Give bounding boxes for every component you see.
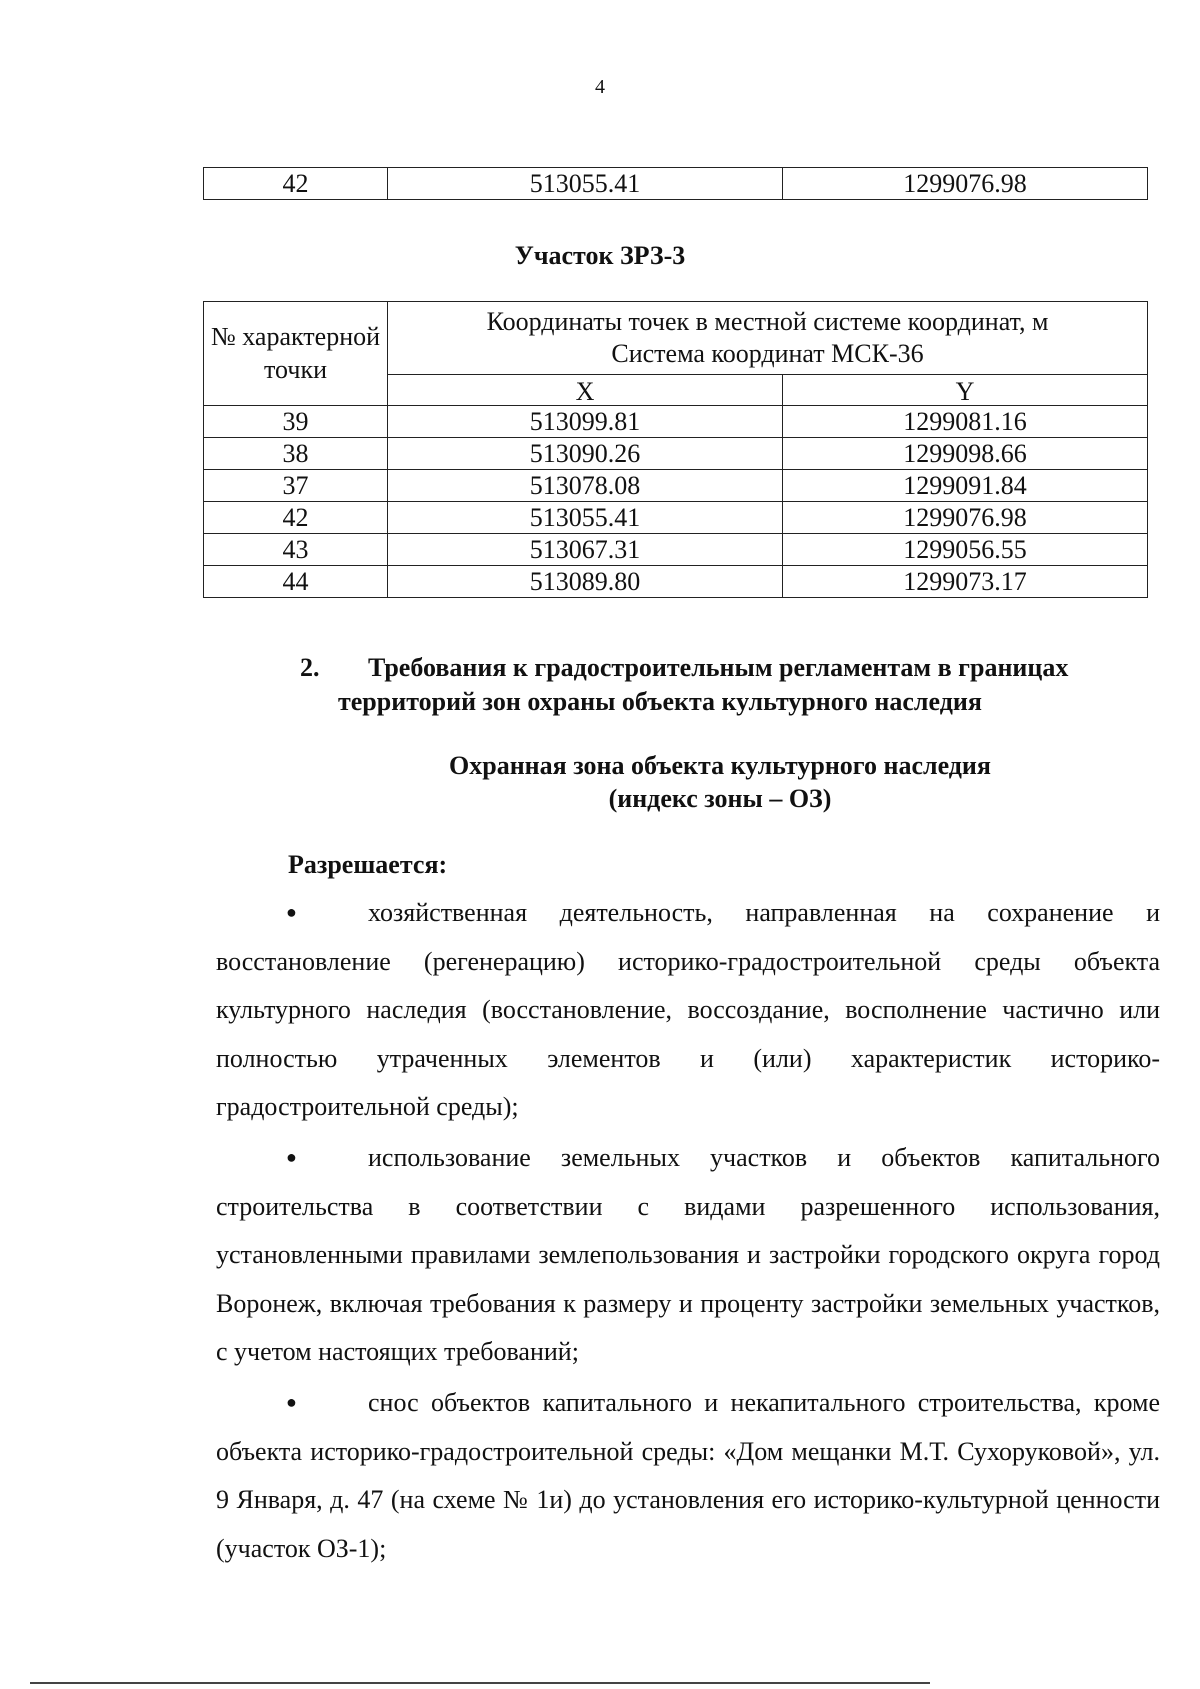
y-coordinate-cell: 1299076.98 xyxy=(783,168,1148,200)
x-coordinate-cell: 513090.26 xyxy=(388,438,783,470)
table-row xyxy=(204,438,1148,470)
x-coordinate-cell: 513055.41 xyxy=(388,502,783,534)
continued-coordinates-table xyxy=(203,167,1148,200)
coordinates-header xyxy=(388,302,1148,375)
x-coordinate-cell: 513055.41 xyxy=(388,168,783,200)
section-heading xyxy=(300,651,1160,719)
list-item-text: хозяйственная деятельность, направленная на сохранение и восстановление (регенерацию) историко-градостроительной среды объекта культурного наследия (восстановление, воссоздание, восполнение частично или полностью утраченных элементов и (или) характеристик историко-градостроительной среды); xyxy=(216,898,1160,1121)
coordinates-table xyxy=(203,301,1148,598)
table-row xyxy=(204,534,1148,566)
x-axis-header: X xyxy=(388,375,783,406)
allowed-label: Разрешается: xyxy=(288,850,448,879)
x-coordinate-cell: 513078.08 xyxy=(388,470,783,502)
y-coordinate-cell: 1299056.55 xyxy=(783,534,1148,566)
point-number-cell: 42 xyxy=(204,502,388,534)
point-number-header: № характерной точки xyxy=(204,302,388,406)
list-item xyxy=(216,1133,1160,1377)
zone-title-line1: Охранная зона объекта культурного наследия xyxy=(449,751,991,780)
coordinates-header-line2: Система координат МСК-36 xyxy=(611,338,924,368)
point-number-cell: 43 xyxy=(204,534,388,566)
point-number-cell: 38 xyxy=(204,438,388,470)
y-coordinate-cell: 1299073.17 xyxy=(783,566,1148,598)
x-coordinate-cell: 513067.31 xyxy=(388,534,783,566)
x-coordinate-cell: 513089.80 xyxy=(388,566,783,598)
y-coordinate-cell: 1299091.84 xyxy=(783,470,1148,502)
bottom-divider xyxy=(30,1682,930,1684)
section-heading-line1: 2. Требования к градостроительным регламентам в границах xyxy=(300,651,1160,685)
coordinates-header-line1: Координаты точек в местной системе координат, м xyxy=(486,307,1049,336)
bullet-icon: ● xyxy=(286,1147,297,1167)
bullet-icon: ● xyxy=(286,1392,297,1412)
x-coordinate-cell: 513099.81 xyxy=(388,406,783,438)
table-row xyxy=(204,566,1148,598)
y-coordinate-cell: 1299076.98 xyxy=(783,502,1148,534)
table-row xyxy=(204,168,1148,200)
zone-title-line2: (индекс зоны – ОЗ) xyxy=(608,784,832,813)
list-item-text: снос объектов капитального и некапитального строительства, кроме объекта историко-градостроительной среды: «Дом мещанки М.Т. Сухоруковой», ул. 9 Января, д. 47 (на схеме № 1и) до установления его историко-культурной ценности (участок ОЗ-1); xyxy=(216,1388,1160,1563)
zone-title xyxy=(360,749,1080,815)
point-number-cell: 44 xyxy=(204,566,388,598)
section-title: Участок ЗРЗ-3 xyxy=(514,241,686,270)
point-number-cell: 37 xyxy=(204,470,388,502)
table-row xyxy=(204,502,1148,534)
y-axis-header: Y xyxy=(783,375,1148,406)
section-heading-line2: территорий зон охраны объекта культурного наследия xyxy=(338,687,982,716)
y-coordinate-cell: 1299081.16 xyxy=(783,406,1148,438)
table-row xyxy=(204,406,1148,438)
table-header-row xyxy=(204,302,1148,375)
point-number-cell: 42 xyxy=(204,168,388,200)
list-item-text: использование земельных участков и объектов капитального строительства в соответствии с видами разрешенного использования, установленными правилами землепользования и застройки городского округа город Воронеж, включая требования к размеру и проценту застройки земельных участков, с учетом настоящих требований; xyxy=(216,1143,1160,1366)
bullet-icon: ● xyxy=(286,902,297,922)
y-coordinate-cell: 1299098.66 xyxy=(783,438,1148,470)
list-item xyxy=(216,1378,1160,1573)
point-number-cell: 39 xyxy=(204,406,388,438)
list-item xyxy=(216,888,1160,1132)
page-number: 4 xyxy=(595,76,605,98)
table-row xyxy=(204,470,1148,502)
section-number: 2. xyxy=(300,653,320,682)
